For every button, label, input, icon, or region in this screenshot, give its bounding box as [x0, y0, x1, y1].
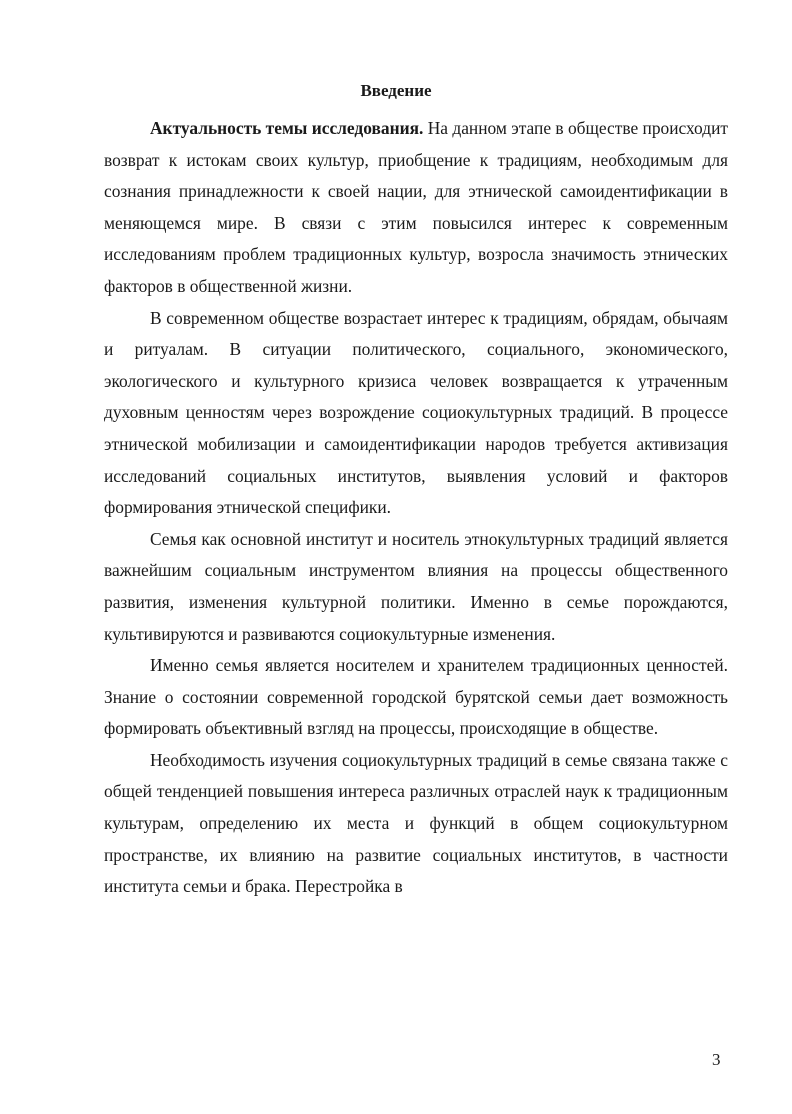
paragraph-text: В современном обществе возрастает интерес к традициям, обрядам, обычаям и ритуалам. В ситуации политического, социального, экономического, экологического и культурного кризиса человек возвращается к утраченным духовным ценностям через возрождение социокультурных традиций. В процессе этнической мобилизации и самоидентификации народов требуется активизация исследований социальных институтов, выявления условий и факторов формирования этнической специфики.: [104, 307, 728, 518]
paragraph-family-values: [104, 650, 728, 745]
paragraph-text: На данном этапе в обществе происходит возврат к истокам своих культур, приобщение к традициям, необходимым для сознания принадлежности к своей нации, для этнической самоидентификации в меняющемся мире. В связи с этим повысился интерес к современным исследованиям проблем традиционных культур, возросла значимость этнических факторов в общественной жизни.: [104, 118, 729, 296]
paragraph-relevance: [104, 113, 728, 303]
paragraph-family-institute: [104, 524, 728, 650]
section-heading: Введение: [360, 81, 432, 100]
paragraph-lead: Актуальность темы исследования.: [150, 118, 424, 138]
paragraph-modern-society: [104, 303, 728, 524]
paragraph-text: Именно семья является носителем и хранителем традиционных ценностей. Знание о состоянии современной городской бурятской семьи дает возможность формировать объективный взгляд на процессы, происходящие в обществе.: [104, 655, 728, 739]
paragraph-text: Необходимость изучения социокультурных традиций в семье связана также с общей тенденцией повышения интереса различных отраслей наук к традиционным культурам, определению их места и функций в общем социокультурном пространстве, их влиянию на развитие социальных институтов, в частности института семьи и брака. Перестройка в: [104, 749, 728, 897]
paragraph-necessity: [104, 745, 728, 903]
page-number: 3: [712, 1050, 721, 1069]
body-text: [104, 113, 728, 903]
paragraph-text: Семья как основной институт и носитель этнокультурных традиций является важнейшим социальным инструментом влияния на процессы общественного развития, изменения культурной политики. Именно в семье порождаются, культивируются и развиваются социокультурные изменения.: [104, 528, 728, 644]
